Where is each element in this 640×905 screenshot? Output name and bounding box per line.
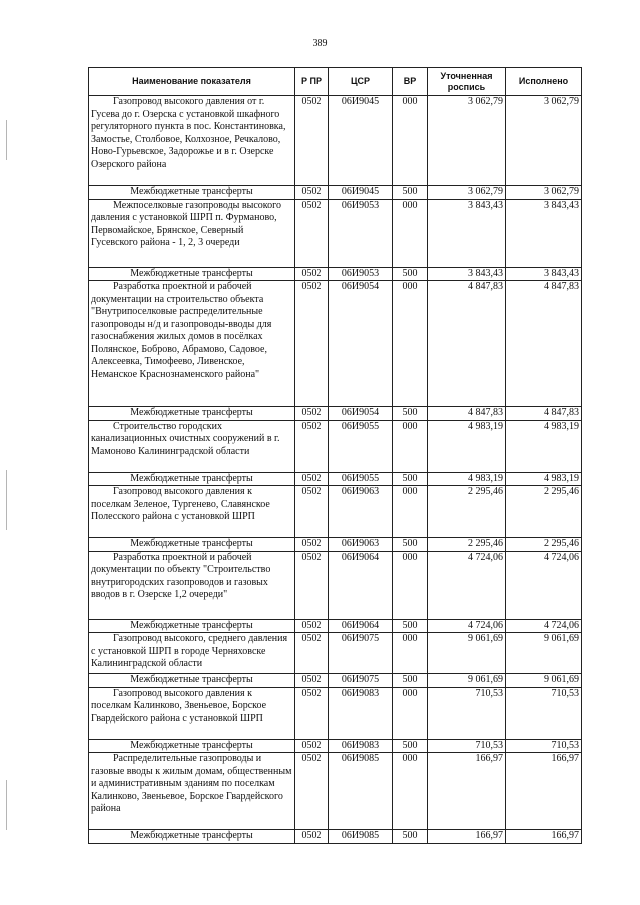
- cell-name-text: Газопровод высокого, среднего давления с установкой ШРП в городе Черняховске Калининградской области: [91, 633, 288, 669]
- cell-plan: 9 061,69: [428, 674, 506, 688]
- cell-plan: 166,97: [428, 830, 506, 844]
- header-csr: ЦСР: [329, 68, 393, 96]
- cell-name-text: Межпоселковые газопроводы высокого давления с установкой ШРП п. Фурманово, Первомайское, Брянское, Северный Гусевского района - 1, 2, 3 очереди: [91, 199, 281, 248]
- cell-done: 9 061,69: [506, 674, 582, 688]
- cell-rpr: 0502: [295, 472, 329, 486]
- cell-rpr: 0502: [295, 281, 329, 407]
- cell-csr: 06И9053: [329, 199, 393, 267]
- cell-name: Межбюджетные трансферты: [89, 619, 295, 633]
- budget-table: [88, 67, 582, 844]
- cell-vr: 500: [393, 538, 428, 552]
- cell-vr: 500: [393, 739, 428, 753]
- header-name: Наименование показателя: [89, 68, 295, 96]
- cell-name-text: Разработка проектной и рабочей документации на строительство объекта "Внутрипоселковые распределительные газопроводы н/д и газопроводы-вводы для газоснабжения жилых домов в посёлках Полянское, Боброво, Абрамово, Садовое, Алексеевка, Тимофеево, Ливенское, Неманское Краснознаменского района": [91, 281, 272, 380]
- cell-name: [89, 551, 295, 619]
- cell-name-text: Газопровод высокого давления к поселкам Зеленое, Тургенево, Славянское Полесского района с установкой ШРП: [91, 486, 270, 522]
- transfer-row: [89, 267, 582, 281]
- cell-csr: 06И9054: [329, 407, 393, 421]
- scan-margin-mark: [6, 120, 7, 160]
- item-row: [89, 281, 582, 407]
- table-body: [89, 96, 582, 844]
- transfer-row: [89, 674, 582, 688]
- cell-rpr: 0502: [295, 739, 329, 753]
- cell-name: Межбюджетные трансферты: [89, 186, 295, 200]
- cell-name: Межбюджетные трансферты: [89, 267, 295, 281]
- cell-done: 4 847,83: [506, 281, 582, 407]
- cell-plan: 3 062,79: [428, 186, 506, 200]
- cell-csr: 06И9083: [329, 739, 393, 753]
- cell-vr: 500: [393, 619, 428, 633]
- cell-plan: 3 843,43: [428, 199, 506, 267]
- cell-rpr: 0502: [295, 674, 329, 688]
- cell-plan: 2 295,46: [428, 538, 506, 552]
- cell-rpr: 0502: [295, 407, 329, 421]
- cell-plan: 710,53: [428, 687, 506, 739]
- transfer-row: [89, 472, 582, 486]
- header-plan: Уточненная роспись: [428, 68, 506, 96]
- cell-csr: 06И9083: [329, 687, 393, 739]
- cell-vr: 000: [393, 199, 428, 267]
- cell-csr: 06И9054: [329, 281, 393, 407]
- cell-vr: 500: [393, 472, 428, 486]
- cell-done: 4 724,06: [506, 551, 582, 619]
- cell-csr: 06И9055: [329, 420, 393, 472]
- cell-name-text: Газопровод высокого давления к поселкам Калинково, Звеньевое, Борское Гвардейского района с установкой ШРП: [91, 687, 267, 724]
- cell-done: 3 062,79: [506, 186, 582, 200]
- cell-vr: 000: [393, 687, 428, 739]
- cell-name-text: Строительство городских канализационных очистных сооружений в г. Мамоново Калининградской области: [91, 420, 280, 457]
- cell-done: 9 061,69: [506, 633, 582, 674]
- cell-csr: 06И9045: [329, 96, 393, 186]
- cell-csr: 06И9085: [329, 753, 393, 830]
- transfer-row: [89, 619, 582, 633]
- cell-name: Межбюджетные трансферты: [89, 830, 295, 844]
- cell-done: 710,53: [506, 739, 582, 753]
- cell-rpr: 0502: [295, 267, 329, 281]
- cell-rpr: 0502: [295, 186, 329, 200]
- transfer-row: [89, 830, 582, 844]
- cell-vr: 000: [393, 281, 428, 407]
- cell-done: 3 062,79: [506, 96, 582, 186]
- cell-rpr: 0502: [295, 486, 329, 538]
- cell-name: Межбюджетные трансферты: [89, 472, 295, 486]
- cell-done: 4 983,19: [506, 420, 582, 472]
- cell-csr: 06И9064: [329, 551, 393, 619]
- header-done: Исполнено: [506, 68, 582, 96]
- cell-name: [89, 753, 295, 830]
- cell-vr: 500: [393, 674, 428, 688]
- cell-name-text: Газопровод высокого давления от г. Гусева до г. Озерска с установкой шкафного регуляторного пункта в пос. Константиновка, Замостье, Столбовое, Колхозное, Речкалово, Ново-Гурьевское, Задорожье и в г. Озерске Озерского района: [91, 96, 286, 170]
- cell-csr: 06И9053: [329, 267, 393, 281]
- cell-plan: 4 847,83: [428, 281, 506, 407]
- cell-name: Межбюджетные трансферты: [89, 674, 295, 688]
- cell-csr: 06И9085: [329, 830, 393, 844]
- cell-csr: 06И9055: [329, 472, 393, 486]
- cell-vr: 500: [393, 267, 428, 281]
- header-rpr: Р ПР: [295, 68, 329, 96]
- cell-done: 710,53: [506, 687, 582, 739]
- transfer-row: [89, 739, 582, 753]
- cell-done: 3 843,43: [506, 199, 582, 267]
- cell-vr: 500: [393, 830, 428, 844]
- cell-rpr: 0502: [295, 551, 329, 619]
- cell-done: 4 724,06: [506, 619, 582, 633]
- cell-plan: 4 724,06: [428, 551, 506, 619]
- cell-csr: 06И9063: [329, 486, 393, 538]
- cell-name: [89, 96, 295, 186]
- cell-done: 4 847,83: [506, 407, 582, 421]
- transfer-row: [89, 407, 582, 421]
- item-row: [89, 420, 582, 472]
- cell-name: [89, 199, 295, 267]
- page-number: 389: [312, 38, 328, 49]
- header-vr: ВР: [393, 68, 428, 96]
- cell-name: [89, 486, 295, 538]
- cell-vr: 000: [393, 486, 428, 538]
- cell-plan: 4 724,06: [428, 619, 506, 633]
- cell-name: Межбюджетные трансферты: [89, 407, 295, 421]
- cell-plan: 3 843,43: [428, 267, 506, 281]
- cell-rpr: 0502: [295, 96, 329, 186]
- cell-vr: 000: [393, 96, 428, 186]
- cell-done: 2 295,46: [506, 538, 582, 552]
- cell-vr: 000: [393, 420, 428, 472]
- cell-vr: 500: [393, 186, 428, 200]
- cell-csr: 06И9063: [329, 538, 393, 552]
- cell-vr: 000: [393, 753, 428, 830]
- cell-plan: 166,97: [428, 753, 506, 830]
- cell-rpr: 0502: [295, 420, 329, 472]
- cell-rpr: 0502: [295, 538, 329, 552]
- cell-done: 4 983,19: [506, 472, 582, 486]
- cell-name: Межбюджетные трансферты: [89, 538, 295, 552]
- item-row: [89, 486, 582, 538]
- cell-vr: 500: [393, 407, 428, 421]
- cell-vr: 000: [393, 633, 428, 674]
- cell-csr: 06И9075: [329, 633, 393, 674]
- cell-plan: 710,53: [428, 739, 506, 753]
- transfer-row: [89, 186, 582, 200]
- cell-plan: 2 295,46: [428, 486, 506, 538]
- cell-plan: 3 062,79: [428, 96, 506, 186]
- item-row: [89, 633, 582, 674]
- cell-plan: 4 847,83: [428, 407, 506, 421]
- cell-name: [89, 687, 295, 739]
- cell-done: 166,97: [506, 753, 582, 830]
- cell-done: 166,97: [506, 830, 582, 844]
- cell-rpr: 0502: [295, 633, 329, 674]
- cell-rpr: 0502: [295, 753, 329, 830]
- cell-name: Межбюджетные трансферты: [89, 739, 295, 753]
- cell-vr: 000: [393, 551, 428, 619]
- item-row: [89, 687, 582, 739]
- cell-name: [89, 633, 295, 674]
- cell-rpr: 0502: [295, 619, 329, 633]
- cell-csr: 06И9075: [329, 674, 393, 688]
- cell-rpr: 0502: [295, 199, 329, 267]
- item-row: [89, 551, 582, 619]
- scan-margin-mark: [6, 780, 7, 830]
- cell-plan: 4 983,19: [428, 472, 506, 486]
- cell-rpr: 0502: [295, 687, 329, 739]
- cell-plan: 9 061,69: [428, 633, 506, 674]
- item-row: [89, 96, 582, 186]
- table-header-row: [89, 68, 582, 96]
- cell-name-text: Разработка проектной и рабочей документации по объекту "Строительство внутригородских газопроводов и газовых вводов в г. Озерске 1,2 очереди": [91, 551, 271, 600]
- cell-rpr: 0502: [295, 830, 329, 844]
- cell-csr: 06И9064: [329, 619, 393, 633]
- cell-name-text: Распределительные газопроводы и газовые вводы к жилым домам, общественным и административным зданиям по поселкам Калинково, Звеньевое, Борское Гвардейского района: [91, 753, 292, 814]
- scan-margin-mark: [6, 470, 7, 530]
- cell-csr: 06И9045: [329, 186, 393, 200]
- cell-name: [89, 420, 295, 472]
- cell-name: [89, 281, 295, 407]
- cell-done: 3 843,43: [506, 267, 582, 281]
- cell-done: 2 295,46: [506, 486, 582, 538]
- cell-plan: 4 983,19: [428, 420, 506, 472]
- item-row: [89, 199, 582, 267]
- item-row: [89, 753, 582, 830]
- transfer-row: [89, 538, 582, 552]
